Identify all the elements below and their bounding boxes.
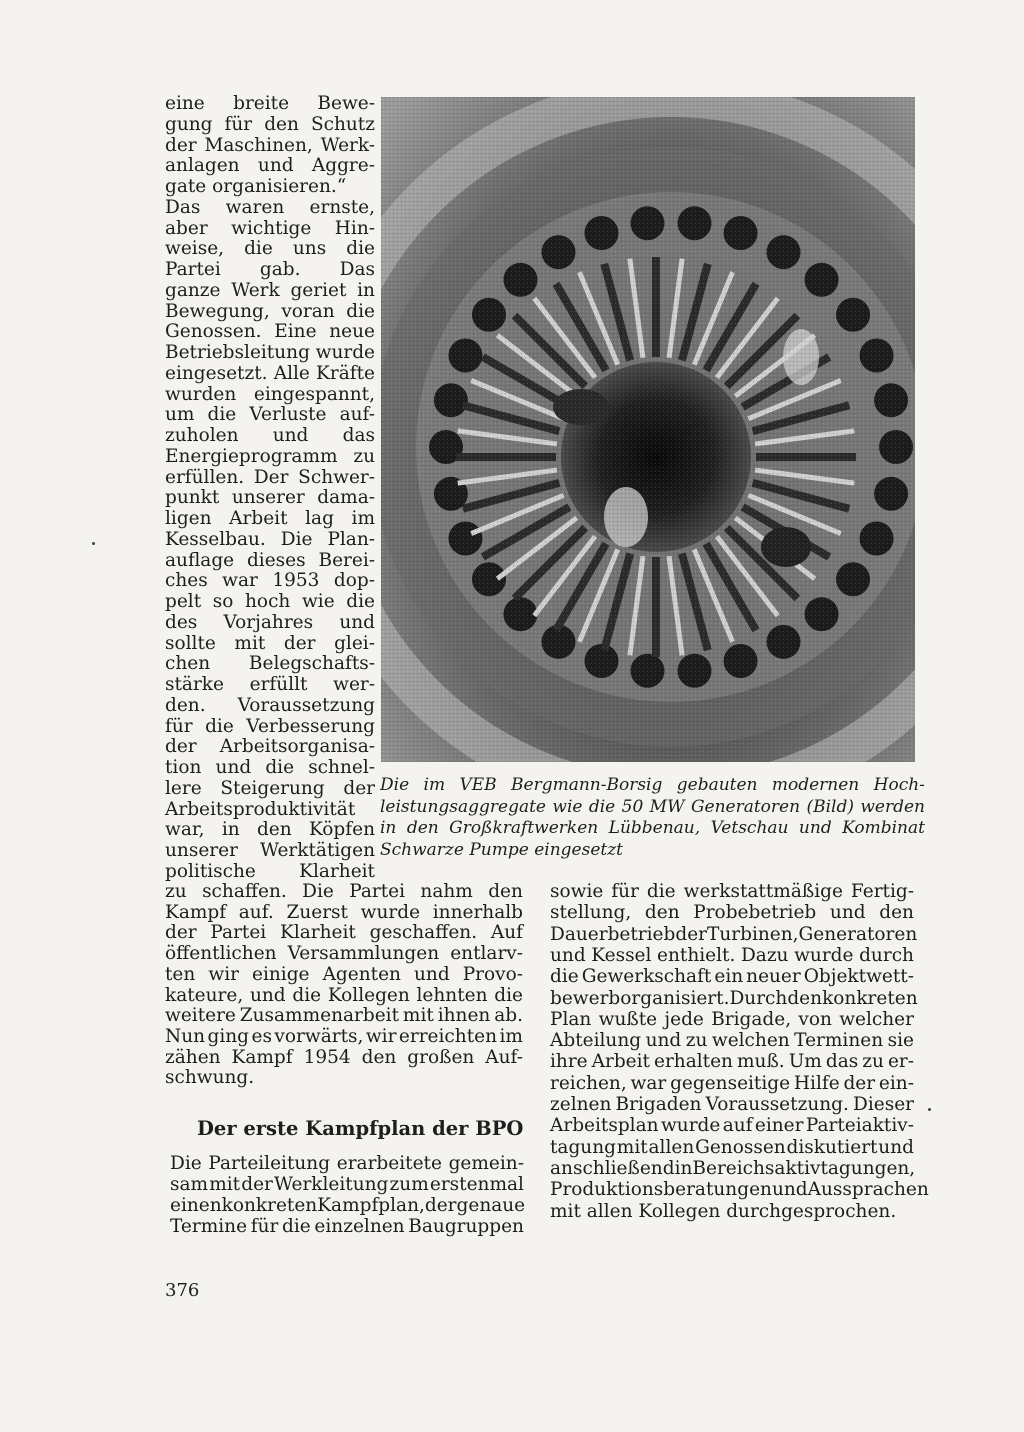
text-line: Nun ging es vorwärts, wir erreichten im xyxy=(165,1025,523,1047)
text-line: für die Verbesserung xyxy=(165,715,375,737)
text-line: der Maschinen, Werk- xyxy=(165,134,375,156)
generator-photo-svg xyxy=(381,97,915,762)
text-line: mit allen Kollegen durchgesprochen. xyxy=(550,1200,897,1222)
text-line: Arbeitsproduktivität xyxy=(165,798,356,820)
text-line: Abteilung und zu welchen Terminen sie xyxy=(550,1030,914,1052)
text-line: eine breite Bewe- xyxy=(165,93,375,114)
text-line: Betriebsleitung wurde xyxy=(165,342,375,363)
text-line: auflage dieses Berei- xyxy=(165,549,375,571)
text-line: öffentlichen Versammlungen entlarv- xyxy=(165,943,523,965)
text-line: anlagen und Aggre- xyxy=(165,155,375,177)
text-line: kateure, und die Kollegen lehnten die xyxy=(165,984,523,1006)
caption-line: Schwarze Pumpe eingesetzt xyxy=(380,839,623,860)
text-line: Energieprogramm zu xyxy=(165,445,375,467)
text-line: tagung mit allen Genossen diskutiert und xyxy=(550,1136,914,1158)
text-line: Arbeitsplan wurde auf einer Parteiaktiv- xyxy=(550,1115,914,1137)
caption-line: Die im VEB Bergmann-Borsig gebauten modernen Hoch- xyxy=(380,775,925,795)
text-line: Kesselbau. Die Plan- xyxy=(165,528,375,550)
text-line: ten wir einige Agenten und Provo- xyxy=(165,963,523,985)
text-line: die Gewerkschaft ein neuer Objektwett- xyxy=(550,966,914,988)
page-number: 376 xyxy=(165,1280,200,1301)
text-line: zu schaffen. Die Partei nahm den xyxy=(165,881,523,902)
text-line: Das waren ernste, xyxy=(165,196,375,218)
text-line: stärke erfüllt wer- xyxy=(165,674,375,695)
text-line: tion und die schnel- xyxy=(165,757,375,778)
text-line: Kampf auf. Zuerst wurde innerhalb xyxy=(165,901,523,923)
text-line: Genossen. Eine neue xyxy=(165,321,375,343)
text-line: und Kessel enthielt. Dazu wurde durch xyxy=(550,944,914,966)
text-line: zelnen Brigaden Voraussetzung. Dieser xyxy=(550,1094,914,1115)
text-line: unserer Werktätigen xyxy=(165,840,375,861)
text-line: pelt so hoch wie die xyxy=(165,591,375,612)
text-line: Bewegung, voran die xyxy=(165,300,375,322)
text-line: der Arbeitsorganisa- xyxy=(165,736,375,758)
text-line: ches war 1953 dop- xyxy=(165,570,375,592)
text-line: Produktionsberatungen und Aussprachen xyxy=(550,1179,929,1201)
text-line: punkt unserer dama- xyxy=(165,487,375,509)
text-line: der Partei Klarheit geschaffen. Auf xyxy=(165,922,523,944)
text-line: Dauerbetrieb der Turbinen, Generatoren xyxy=(550,923,918,945)
text-line: anschließend in Bereichsaktivtagungen, xyxy=(550,1157,916,1179)
print-speck xyxy=(928,1108,931,1111)
text-line: wurden eingespannt, xyxy=(165,383,375,405)
text-line: bewerb organisiert. Durch den konkreten xyxy=(550,987,918,1009)
text-line: lere Steigerung der xyxy=(165,777,375,799)
text-line: schwung. xyxy=(165,1067,255,1089)
text-line: Plan wußte jede Brigade, von welcher xyxy=(550,1008,914,1030)
text-line: eingesetzt. Alle Kräfte xyxy=(165,362,375,384)
text-line: ganze Werk geriet in xyxy=(165,279,375,301)
text-line: ihre Arbeit erhalten muß. Um das zu er- xyxy=(550,1051,914,1073)
text-line: aber wichtige Hin- xyxy=(165,217,375,239)
text-line: zuholen und das xyxy=(165,425,375,446)
text-line: sowie für die werkstattmäßige Fertig- xyxy=(550,881,914,902)
text-line: einen konkreten Kampfplan, der genaue xyxy=(170,1195,526,1216)
text-line: sam mit der Werkleitung zum erstenmal xyxy=(170,1174,524,1195)
text-line: gate organisieren.“ xyxy=(165,176,347,197)
text-line: weitere Zusammenarbeit mit ihnen ab. xyxy=(165,1005,523,1027)
text-line: stellung, den Probebetrieb und den xyxy=(550,902,914,924)
text-line: gung für den Schutz xyxy=(165,113,375,135)
text-line: erfüllen. Der Schwer- xyxy=(165,466,375,488)
text-line: weise, die uns die xyxy=(165,238,375,260)
text-line: war, in den Köpfen xyxy=(165,819,375,841)
text-line: Partei gab. Das xyxy=(165,259,375,280)
text-line: politische Klarheit xyxy=(165,860,375,882)
print-speck xyxy=(92,542,95,545)
caption-line: in den Großkraftwerken Lübbenau, Vetschau und Kombinat xyxy=(380,818,925,838)
generator-stator-photo xyxy=(381,97,915,762)
text-line: reichen, war gegenseitige Hilfe der ein- xyxy=(550,1072,914,1094)
text-line: Die Parteileitung erarbeitete gemein- xyxy=(170,1153,524,1174)
section-heading: Der erste Kampfplan der BPO xyxy=(197,1117,524,1140)
text-line: den. Voraussetzung xyxy=(165,694,375,716)
text-line: sollte mit der glei- xyxy=(165,632,375,654)
text-line: um die Verluste auf- xyxy=(165,404,375,426)
text-line: chen Belegschafts- xyxy=(165,653,375,675)
text-line: des Vorjahres und xyxy=(165,611,375,633)
caption-line: leistungsaggregate wie die 50 MW Generatoren (Bild) werden xyxy=(380,796,925,817)
text-line: ligen Arbeit lag im xyxy=(165,508,375,529)
text-line: zähen Kampf 1954 den großen Auf- xyxy=(165,1046,523,1068)
text-line: Termine für die einzelnen Baugruppen xyxy=(170,1216,524,1237)
